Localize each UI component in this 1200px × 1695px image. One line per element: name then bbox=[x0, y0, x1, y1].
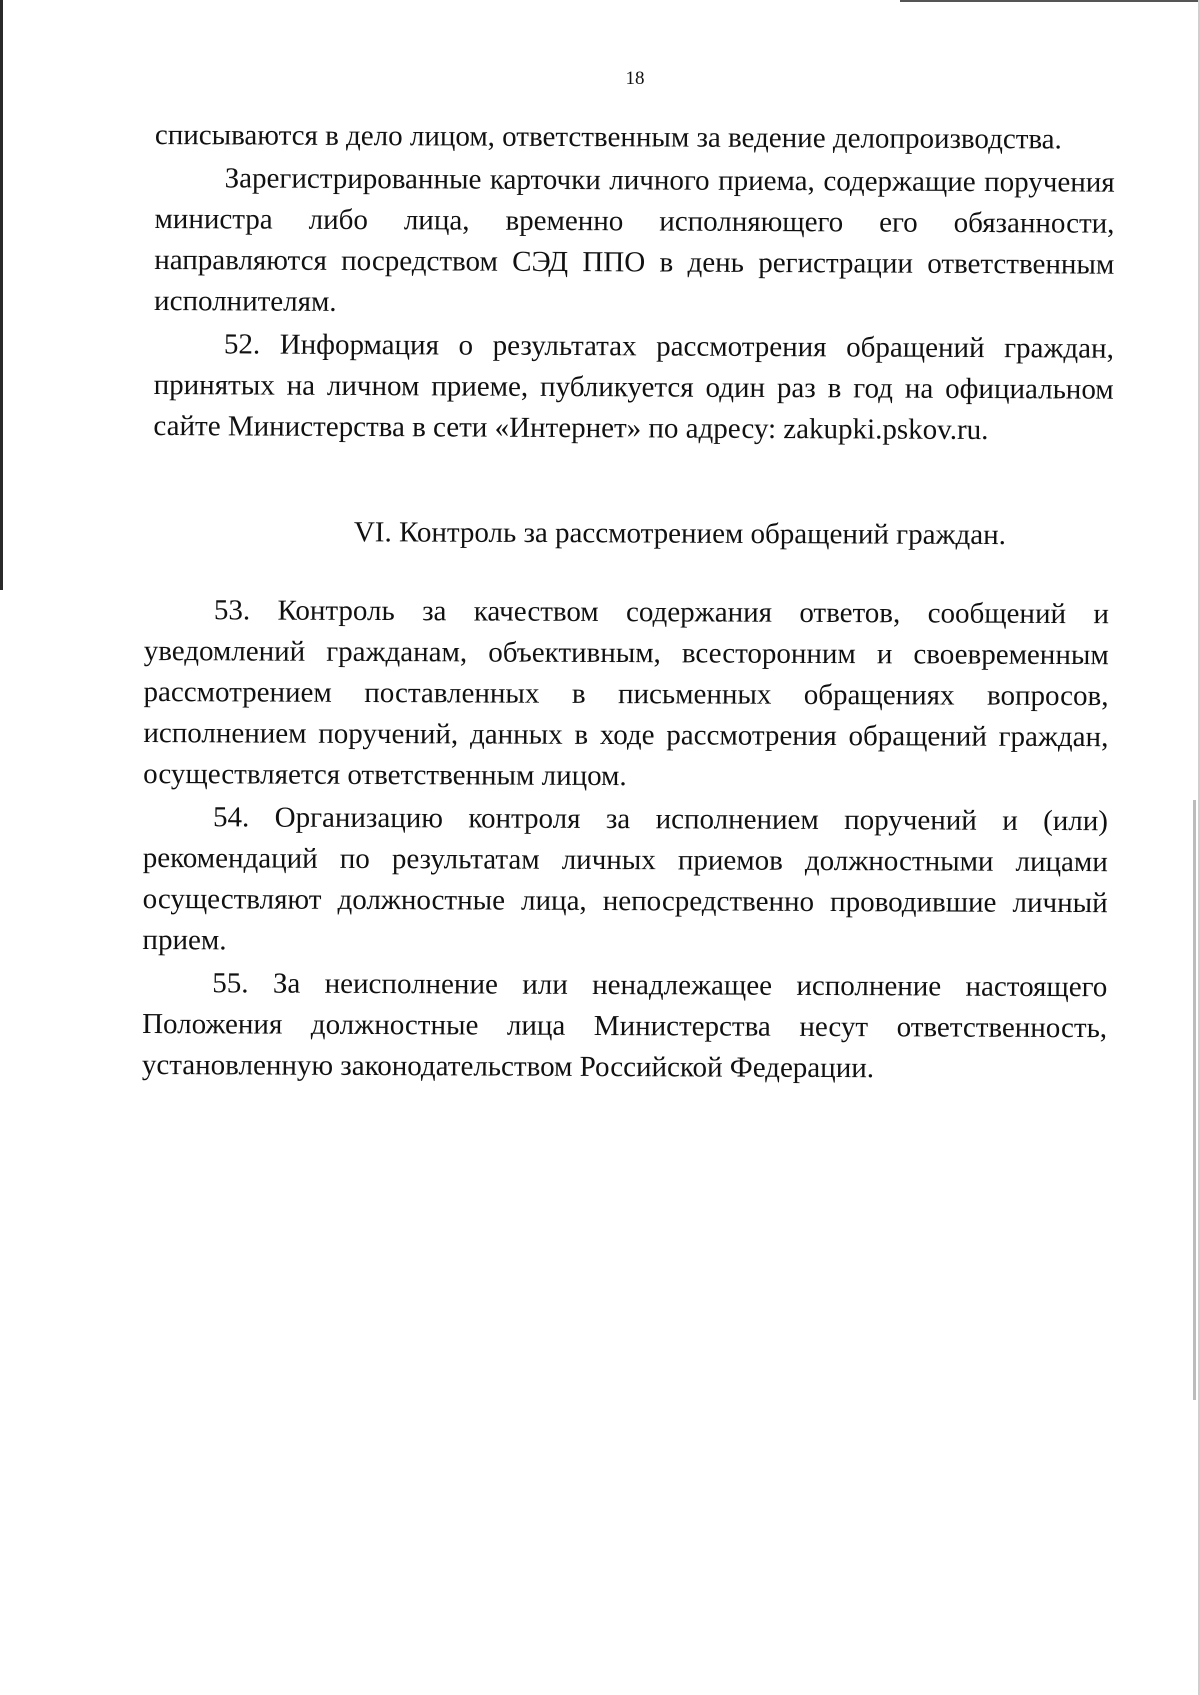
text-block-bottom bbox=[142, 590, 1109, 1092]
paragraph-55: 55. За неисполнение или ненадлежащее исполнение настоящего Положения должностные лица Министерства несут ответственность, установленную законодательством Российской Федерации. bbox=[141, 967, 1108, 1085]
section-heading: VI. Контроль за рассмотрением обращений граждан. bbox=[353, 516, 1006, 552]
page-number: 18 bbox=[625, 68, 645, 89]
paragraph-registered-cards: Зарегистрированные карточки личного приема, содержащие поручения министра либо лица, временно исполняющего его обязанности, направляются посредством СЭД ППО в день регистрации ответственным исполнителям. bbox=[154, 162, 1115, 318]
paragraph-continuation: списываются в дело лицом, ответственным за ведение делопроизводства. bbox=[154, 118, 1062, 156]
text-block-top bbox=[153, 115, 1115, 454]
paragraph-53: 53. Контроль за качеством содержания ответов, сообщений и уведомлений гражданам, объективным, всесторонним и своевременным рассмотрением поставленных в письменных обращениях вопросов, исполнением поручений, данных в ходе рассмотрения обращений граждан, осуществляется ответственным лицом. bbox=[143, 594, 1109, 793]
scan-edge-top bbox=[900, 0, 1200, 2]
paragraph-52: 52. Информация о результатах рассмотрения обращений граждан, принятых на личном приеме, публикуется один раз в год на официальном сайте Министерства в сети «Интернет» по адресу: zakupki.pskov.ru. bbox=[153, 328, 1114, 447]
paragraph-54: 54. Организацию контроля за исполнением поручений и (или) рекомендаций по результатам личных приемов должностными лицами осуществляют должностные лица, непосредственно проводившие личный прием. bbox=[142, 801, 1109, 957]
scan-edge-right-shadow bbox=[1193, 800, 1196, 1400]
